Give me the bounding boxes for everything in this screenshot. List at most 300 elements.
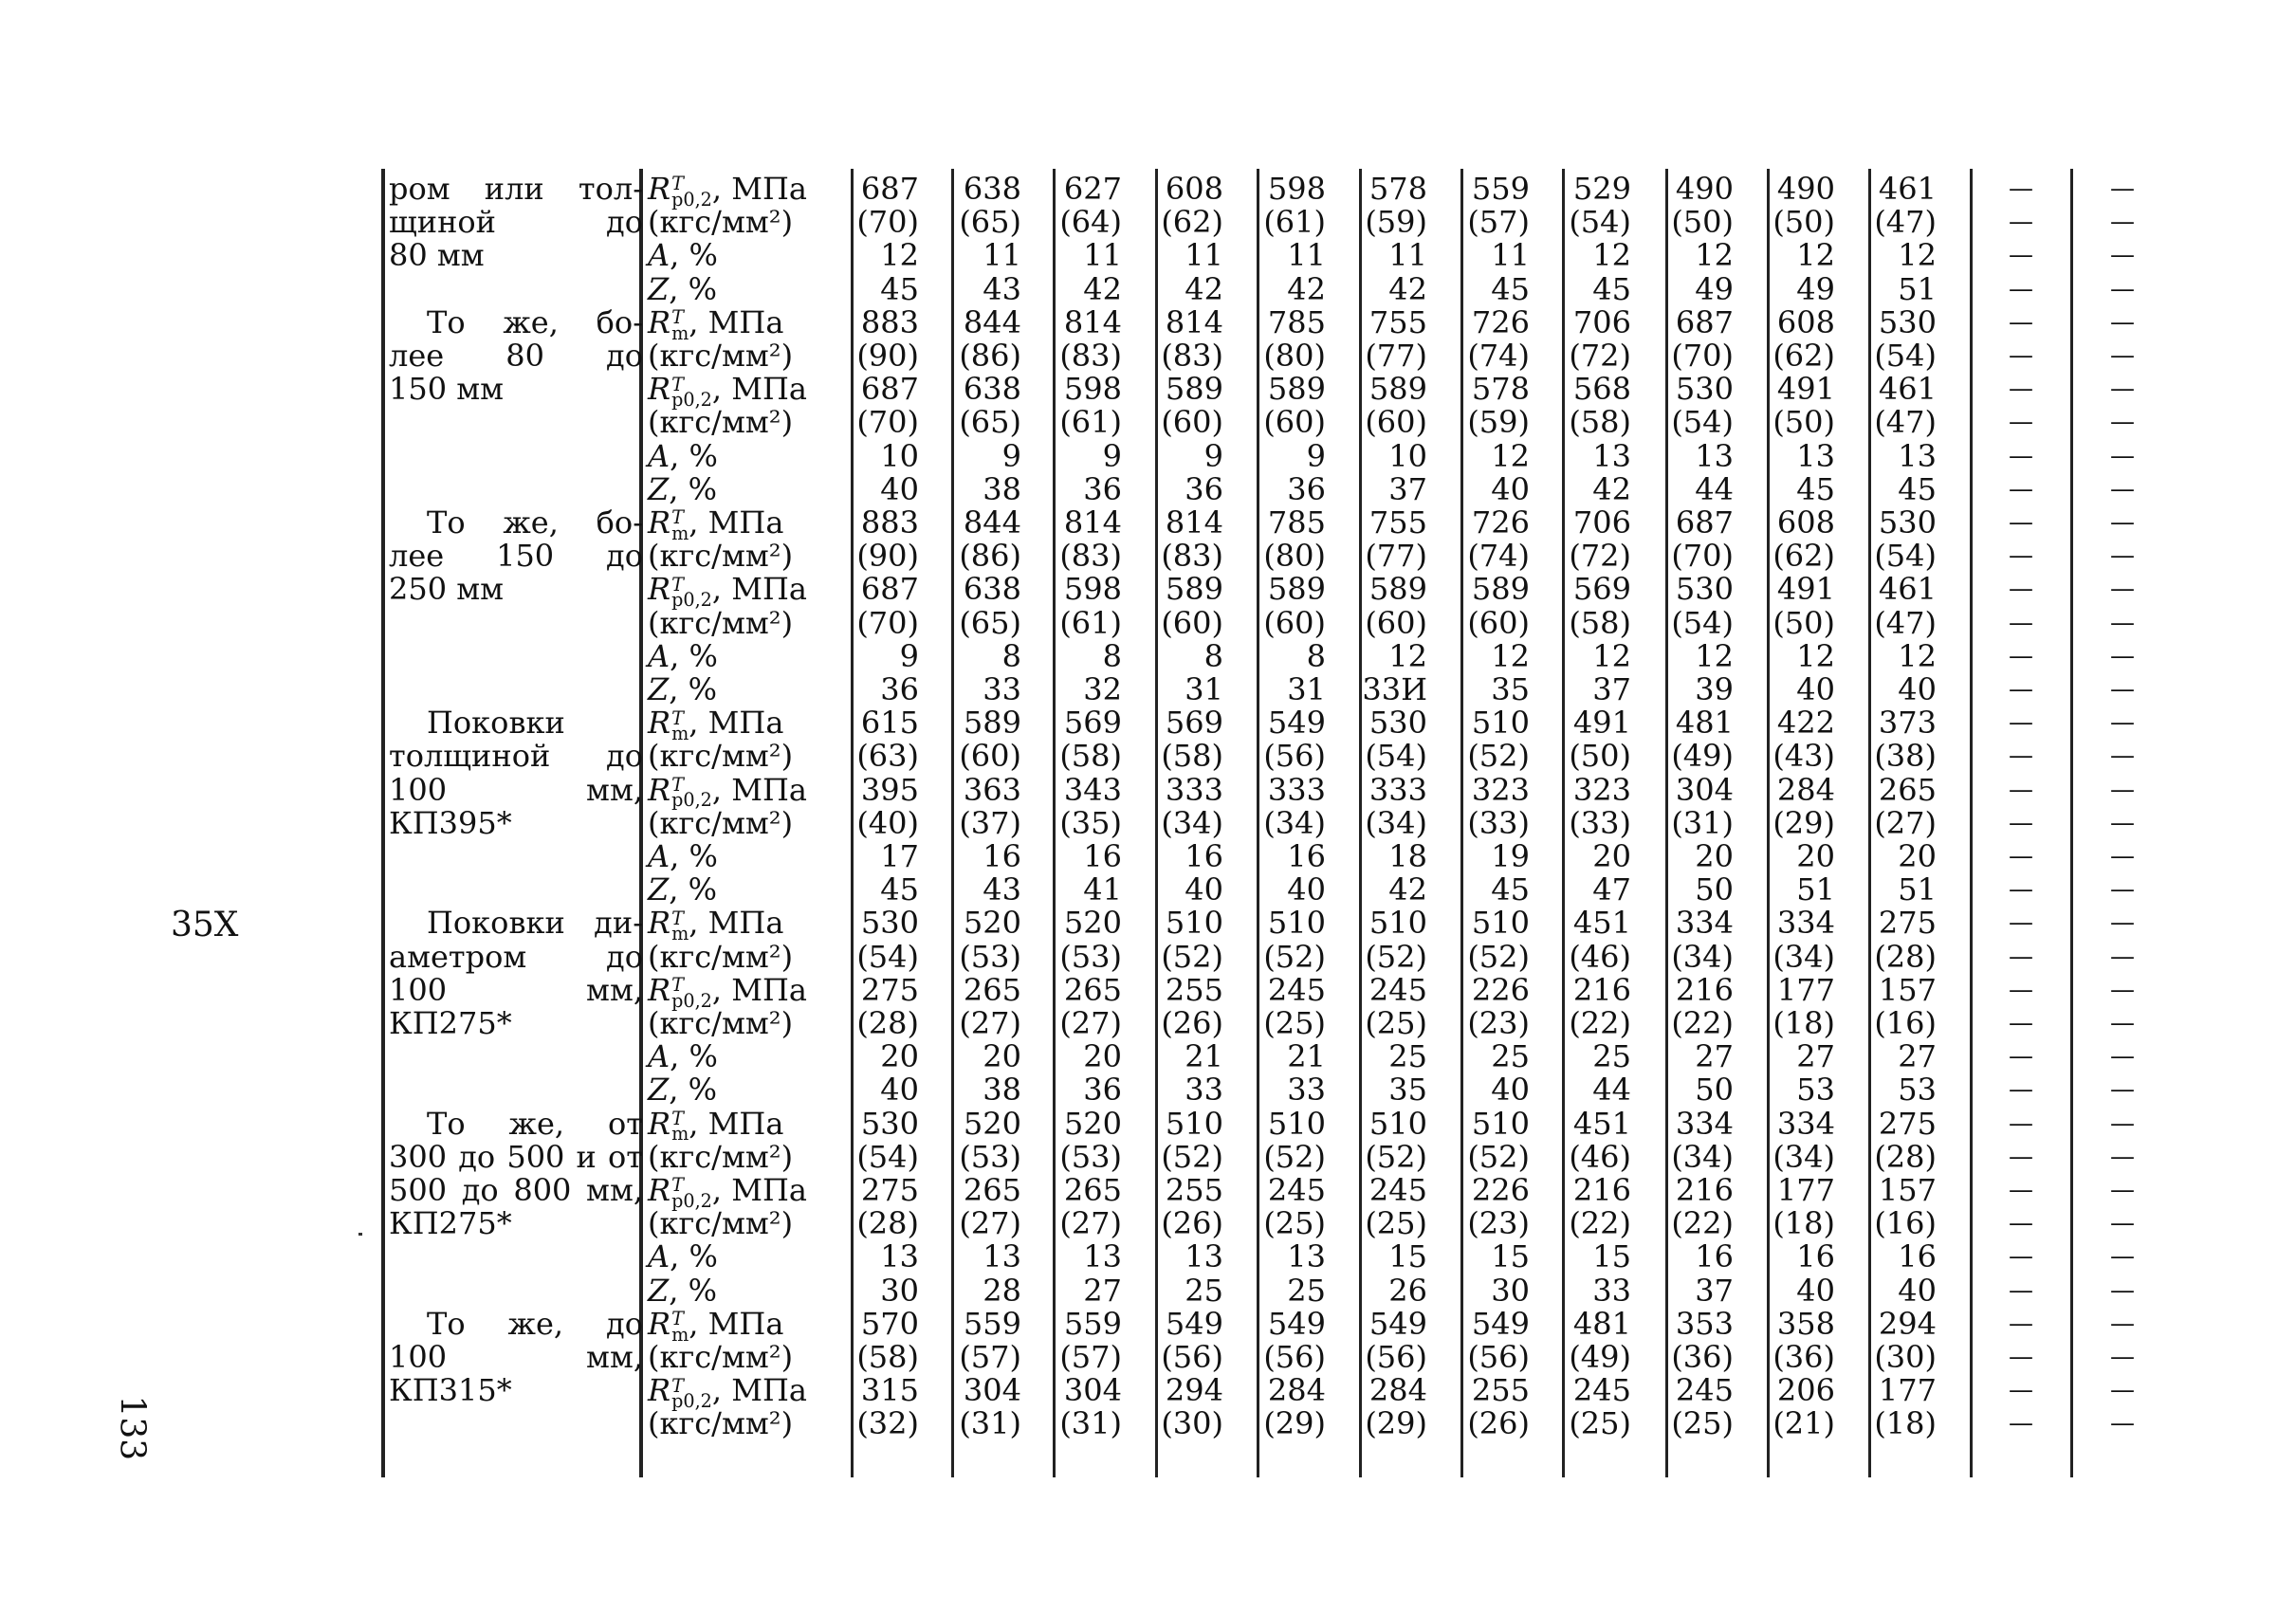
value-cell: 568 (1572, 371, 1631, 408)
value-cell: (53) (1059, 1138, 1122, 1175)
property-label: R T m , МПа (648, 1105, 784, 1146)
value-cell: 785 (1267, 303, 1326, 340)
table-row (0, 705, 2296, 744)
value-cell: (80) (1263, 338, 1326, 374)
property-label: R T m , МПа (648, 905, 784, 945)
value-cell: (62) (1773, 338, 1835, 374)
empty-value-dash: — (2110, 1109, 2135, 1138)
condition-line: То же, от (427, 1105, 643, 1142)
value-cell: 31 (1185, 671, 1223, 707)
condition-line: толщиной до (389, 738, 643, 775)
property-label: Z, % (648, 270, 717, 307)
value-cell: 16 (1185, 838, 1223, 874)
empty-value-dash: — (2110, 975, 2135, 1004)
value-cell: 33 (1287, 1072, 1326, 1109)
empty-value-dash: — (2110, 1176, 2135, 1204)
value-cell: 15 (1388, 1238, 1427, 1275)
value-cell: (72) (1569, 338, 1631, 374)
value-cell: 47 (1592, 871, 1631, 908)
value-cell: 15 (1491, 1238, 1530, 1275)
value-cell: 323 (1471, 771, 1530, 808)
value-cell: (25) (1263, 1005, 1326, 1041)
value-cell: (60) (959, 738, 1021, 775)
value-cell: 9 (1102, 437, 1122, 474)
table-row (0, 1240, 2296, 1274)
value-cell: 9 (899, 637, 919, 674)
condition-line: КП315* (389, 1372, 512, 1409)
value-cell: (47) (1874, 204, 1937, 241)
value-cell: 451 (1572, 1105, 1631, 1142)
property-label: (кгс/мм²) (648, 338, 794, 374)
value-cell: 20 (1796, 838, 1835, 874)
property-label: (кгс/мм²) (648, 404, 794, 441)
value-cell: 490 (1675, 171, 1734, 207)
value-cell: (54) (1569, 204, 1631, 241)
value-cell: 33И (1362, 671, 1427, 707)
value-cell: (70) (1671, 538, 1734, 575)
value-cell: (59) (1467, 404, 1530, 441)
empty-value-dash: — (2009, 641, 2033, 670)
value-cell: 25 (1388, 1038, 1427, 1075)
value-cell: (30) (1874, 1339, 1937, 1375)
empty-value-dash: — (2110, 942, 2135, 971)
value-cell: 39 (1695, 671, 1734, 707)
value-cell: 461 (1878, 371, 1937, 408)
value-cell: 510 (1471, 705, 1530, 742)
value-cell: 284 (1267, 1372, 1326, 1409)
value-cell: 529 (1572, 171, 1631, 207)
value-cell: (34) (1671, 938, 1734, 975)
value-cell: 333 (1368, 771, 1427, 808)
empty-value-dash: — (2009, 742, 2033, 771)
value-cell: 44 (1592, 1072, 1631, 1109)
value-cell: 589 (1471, 571, 1530, 608)
value-cell: (49) (1569, 1339, 1631, 1375)
value-cell: 570 (860, 1305, 919, 1342)
value-cell: (77) (1365, 338, 1427, 374)
value-cell: (31) (959, 1405, 1021, 1442)
empty-value-dash: — (2009, 541, 2033, 571)
table-row (0, 637, 2296, 674)
value-cell: 12 (1796, 237, 1835, 274)
property-label: R T p0,2 , МПа (648, 1172, 807, 1212)
value-cell: 32 (1083, 671, 1122, 707)
value-cell: 13 (983, 1238, 1021, 1275)
value-cell: 687 (860, 371, 919, 408)
value-cell: 12 (1592, 637, 1631, 674)
empty-value-dash: — (2009, 1376, 2033, 1405)
value-cell: 40 (880, 470, 919, 507)
value-cell: 216 (1675, 1172, 1734, 1208)
value-cell: 33 (983, 671, 1021, 707)
table-row (0, 1207, 2296, 1240)
value-cell: (18) (1773, 1005, 1835, 1041)
condition-line: 100 мм, (389, 771, 643, 808)
value-cell: 45 (1491, 871, 1530, 908)
value-cell: 26 (1388, 1272, 1427, 1309)
value-cell: 304 (1063, 1372, 1122, 1409)
property-label: Z, % (648, 871, 717, 908)
table-row (0, 1138, 2296, 1175)
value-cell: 422 (1776, 705, 1835, 742)
value-cell: 598 (1063, 571, 1122, 608)
value-cell: (56) (1263, 1339, 1326, 1375)
value-cell: 578 (1471, 371, 1530, 408)
value-cell: 36 (880, 671, 919, 707)
value-cell: 726 (1471, 303, 1530, 340)
value-cell: 42 (1287, 270, 1326, 307)
property-label: (кгс/мм²) (648, 538, 794, 575)
value-cell: (54) (1874, 338, 1937, 374)
value-cell: 549 (1165, 1305, 1223, 1342)
value-cell: 40 (1796, 671, 1835, 707)
value-cell: (33) (1569, 804, 1631, 841)
value-cell: 726 (1471, 504, 1530, 541)
value-cell: 13 (1796, 437, 1835, 474)
value-cell: (29) (1365, 1405, 1427, 1442)
value-cell: 265 (1063, 971, 1122, 1008)
value-cell: (40) (856, 804, 919, 841)
empty-value-dash: — (2110, 508, 2135, 537)
table-row (0, 771, 2296, 812)
value-cell: (36) (1773, 1339, 1835, 1375)
value-cell: 569 (1063, 705, 1122, 742)
value-cell: (22) (1671, 1005, 1734, 1041)
value-cell: (86) (959, 338, 1021, 374)
value-cell: (18) (1874, 1405, 1937, 1442)
value-cell: 28 (983, 1272, 1021, 1309)
value-cell: 13 (880, 1238, 919, 1275)
value-cell: 559 (1471, 171, 1530, 207)
value-cell: 44 (1695, 470, 1734, 507)
value-cell: 21 (1287, 1038, 1326, 1075)
value-cell: (31) (1059, 1405, 1122, 1442)
value-cell: 363 (963, 771, 1021, 808)
value-cell: 9 (1001, 437, 1021, 474)
value-cell: 627 (1063, 171, 1122, 207)
value-cell: (29) (1263, 1405, 1326, 1442)
property-label: Z, % (648, 470, 717, 507)
empty-value-dash: — (2009, 441, 2033, 470)
condition-line: щиной до (389, 204, 643, 241)
value-cell: 12 (1491, 637, 1530, 674)
table-row (0, 1007, 2296, 1040)
value-cell: 43 (983, 270, 1021, 307)
value-cell: (25) (1671, 1405, 1734, 1442)
value-cell: 53 (1898, 1072, 1937, 1109)
value-cell: 814 (1063, 504, 1122, 541)
empty-value-dash: — (2110, 575, 2135, 604)
value-cell: 883 (860, 504, 919, 541)
value-cell: (83) (1059, 538, 1122, 575)
value-cell: 177 (1878, 1372, 1937, 1409)
condition-line: То же, бо- (427, 504, 643, 541)
property-label: R T p0,2 , МПа (648, 371, 807, 411)
value-cell: (70) (1671, 338, 1734, 374)
empty-value-dash: — (2009, 875, 2033, 905)
table-row (0, 571, 2296, 612)
value-cell: 334 (1675, 905, 1734, 942)
empty-value-dash: — (2009, 975, 2033, 1004)
empty-value-dash: — (2009, 474, 2033, 504)
value-cell: 569 (1572, 571, 1631, 608)
value-cell: 589 (1368, 371, 1427, 408)
value-cell: 18 (1388, 838, 1427, 874)
value-cell: 27 (1796, 1038, 1835, 1075)
value-cell: 395 (860, 771, 919, 808)
value-cell: 216 (1572, 971, 1631, 1008)
value-cell: 334 (1776, 1105, 1835, 1142)
value-cell: (52) (1161, 938, 1223, 975)
value-cell: 37 (1695, 1272, 1734, 1309)
value-cell: 510 (1165, 1105, 1223, 1142)
value-cell: 25 (1592, 1038, 1631, 1075)
value-cell: 42 (1388, 270, 1427, 307)
value-cell: 294 (1165, 1372, 1223, 1409)
property-label: Z, % (648, 1072, 717, 1109)
property-label: R T p0,2 , МПа (648, 1372, 807, 1412)
value-cell: 814 (1063, 303, 1122, 340)
value-cell: (60) (1467, 604, 1530, 641)
value-cell: (61) (1059, 404, 1122, 441)
value-cell: 255 (1165, 1172, 1223, 1208)
empty-value-dash: — (2009, 341, 2033, 370)
value-cell: (36) (1671, 1339, 1734, 1375)
value-cell: 706 (1572, 303, 1631, 340)
value-cell: 25 (1491, 1038, 1530, 1075)
property-label: (кгс/мм²) (648, 1405, 794, 1442)
value-cell: 51 (1796, 871, 1835, 908)
value-cell: (58) (1569, 604, 1631, 641)
empty-value-dash: — (2009, 1075, 2033, 1105)
value-cell: 608 (1165, 171, 1223, 207)
value-cell: 13 (1695, 437, 1734, 474)
value-cell: (83) (1161, 538, 1223, 575)
value-cell: 12 (1592, 237, 1631, 274)
table-row (0, 270, 2296, 307)
value-cell: 323 (1572, 771, 1631, 808)
property-label: R T m , МПа (648, 303, 784, 344)
table-row (0, 905, 2296, 945)
value-cell: 36 (1083, 470, 1122, 507)
value-cell: 40 (1491, 1072, 1530, 1109)
value-cell: 530 (1878, 303, 1937, 340)
value-cell: 451 (1572, 905, 1631, 942)
empty-value-dash: — (2009, 174, 2033, 203)
value-cell: (54) (1671, 604, 1734, 641)
value-cell: 598 (1267, 171, 1326, 207)
value-cell: (25) (1569, 1405, 1631, 1442)
value-cell: (28) (1874, 938, 1937, 975)
value-cell: (22) (1569, 1005, 1631, 1041)
empty-value-dash: — (2110, 875, 2135, 905)
value-cell: 245 (1267, 1172, 1326, 1208)
value-cell: 265 (963, 971, 1021, 1008)
value-cell: (53) (959, 1138, 1021, 1175)
value-cell: 333 (1267, 771, 1326, 808)
empty-value-dash: — (2110, 708, 2135, 738)
value-cell: 177 (1776, 1172, 1835, 1208)
value-cell: 549 (1471, 1305, 1530, 1342)
value-cell: (34) (1365, 804, 1427, 841)
value-cell: 51 (1898, 871, 1937, 908)
empty-value-dash: — (2110, 1409, 2135, 1439)
value-cell: 510 (1267, 1105, 1326, 1142)
property-label: (кгс/мм²) (648, 1138, 794, 1175)
value-cell: (58) (1059, 738, 1122, 775)
empty-value-dash: — (2110, 842, 2135, 871)
value-cell: 589 (1165, 371, 1223, 408)
value-cell: 36 (1083, 1072, 1122, 1109)
value-cell: (72) (1569, 538, 1631, 575)
table-row (0, 470, 2296, 507)
empty-value-dash: — (2110, 307, 2135, 337)
value-cell: (90) (856, 538, 919, 575)
table-row (0, 437, 2296, 474)
condition-line: То же, бо- (427, 303, 643, 340)
value-cell: (38) (1874, 738, 1937, 775)
value-cell: 461 (1878, 571, 1937, 608)
value-cell: 49 (1796, 270, 1835, 307)
value-cell: 687 (1675, 303, 1734, 340)
value-cell: 16 (1898, 1238, 1937, 1275)
empty-value-dash: — (2009, 1343, 2033, 1371)
value-cell: 16 (1083, 838, 1122, 874)
value-cell: (63) (856, 738, 919, 775)
value-cell: (54) (856, 938, 919, 975)
condition-line: 250 мм (389, 571, 505, 608)
empty-value-dash: — (2110, 441, 2135, 470)
value-cell: 520 (963, 905, 1021, 942)
value-cell: (83) (1059, 338, 1122, 374)
property-label: A, % (648, 1238, 718, 1275)
value-cell: 520 (1063, 1105, 1122, 1142)
value-cell: 42 (1388, 871, 1427, 908)
empty-value-dash: — (2110, 908, 2135, 938)
value-cell: 530 (860, 905, 919, 942)
value-cell: 358 (1776, 1305, 1835, 1342)
value-cell: 706 (1572, 504, 1631, 541)
property-label: R T p0,2 , МПа (648, 971, 807, 1012)
value-cell: 510 (1471, 905, 1530, 942)
value-cell: 20 (1898, 838, 1937, 874)
value-cell: 21 (1185, 1038, 1223, 1075)
value-cell: 10 (1388, 437, 1427, 474)
value-cell: 13 (1898, 437, 1937, 474)
empty-value-dash: — (2009, 375, 2033, 404)
value-cell: 206 (1776, 1372, 1835, 1409)
value-cell: (26) (1467, 1405, 1530, 1442)
value-cell: 20 (983, 1038, 1021, 1075)
table-row (0, 1073, 2296, 1107)
value-cell: (86) (959, 538, 1021, 575)
page-number: 133 (112, 1395, 152, 1461)
condition-line: 100 мм, (389, 1339, 643, 1375)
empty-value-dash: — (2009, 942, 2033, 971)
value-cell: 8 (1102, 637, 1122, 674)
value-cell: (23) (1467, 1205, 1530, 1242)
empty-value-dash: — (2009, 575, 2033, 604)
value-cell: 530 (860, 1105, 919, 1142)
value-cell: (65) (959, 404, 1021, 441)
property-label: A, % (648, 1038, 718, 1075)
value-cell: (62) (1161, 204, 1223, 241)
value-cell: 265 (1878, 771, 1937, 808)
value-cell: 284 (1776, 771, 1835, 808)
value-cell: 373 (1878, 705, 1937, 742)
table-row (0, 371, 2296, 411)
empty-value-dash: — (2110, 1142, 2135, 1171)
value-cell: 549 (1267, 1305, 1326, 1342)
value-cell: 45 (880, 270, 919, 307)
value-cell: 589 (963, 705, 1021, 742)
value-cell: (27) (959, 1205, 1021, 1242)
value-cell: 589 (1368, 571, 1427, 608)
value-cell: (30) (1161, 1405, 1223, 1442)
value-cell: 578 (1368, 171, 1427, 207)
value-cell: (61) (1059, 604, 1122, 641)
value-cell: 12 (1898, 637, 1937, 674)
value-cell: 25 (1287, 1272, 1326, 1309)
value-cell: (54) (1671, 404, 1734, 441)
condition-line: аметром до (389, 938, 643, 975)
empty-value-dash: — (2009, 675, 2033, 704)
steel-grade-label: 35Х (171, 906, 239, 944)
value-cell: (47) (1874, 604, 1937, 641)
value-cell: 638 (963, 571, 1021, 608)
condition-line: КП395* (389, 804, 512, 841)
value-cell: 520 (963, 1105, 1021, 1142)
table-row (0, 540, 2296, 573)
value-cell: 16 (1287, 838, 1326, 874)
property-label: R T p0,2 , МПа (648, 771, 807, 812)
empty-value-dash: — (2110, 641, 2135, 670)
value-cell: 844 (963, 504, 1021, 541)
empty-value-dash: — (2110, 1209, 2135, 1238)
value-cell: (61) (1263, 204, 1326, 241)
value-cell: (27) (1059, 1005, 1122, 1041)
value-cell: 40 (1287, 871, 1326, 908)
value-cell: (54) (856, 1138, 919, 1175)
value-cell: 51 (1898, 270, 1937, 307)
value-cell: 226 (1471, 1172, 1530, 1208)
condition-line: КП275* (389, 1005, 512, 1041)
condition-line: 300 до 500 и от (389, 1138, 643, 1175)
value-cell: 11 (1388, 237, 1427, 274)
empty-value-dash: — (2110, 1275, 2135, 1305)
value-cell: 45 (1491, 270, 1530, 307)
value-cell: 20 (1083, 1038, 1122, 1075)
table-row (0, 171, 2296, 211)
value-cell: 177 (1776, 971, 1835, 1008)
value-cell: 16 (1796, 1238, 1835, 1275)
condition-line: Поковки ди- (427, 905, 643, 942)
value-cell: (32) (856, 1405, 919, 1442)
value-cell: 755 (1368, 303, 1427, 340)
property-label: Z, % (648, 1272, 717, 1309)
value-cell: (34) (1773, 1138, 1835, 1175)
empty-value-dash: — (2009, 1009, 2033, 1037)
table-row (0, 873, 2296, 907)
value-cell: 589 (1165, 571, 1223, 608)
table-row (0, 1040, 2296, 1073)
value-cell: 530 (1675, 371, 1734, 408)
value-cell: 510 (1165, 905, 1223, 942)
value-cell: (29) (1773, 804, 1835, 841)
empty-value-dash: — (2110, 1075, 2135, 1105)
value-cell: 510 (1471, 1105, 1530, 1142)
property-label: (кгс/мм²) (648, 1005, 794, 1041)
